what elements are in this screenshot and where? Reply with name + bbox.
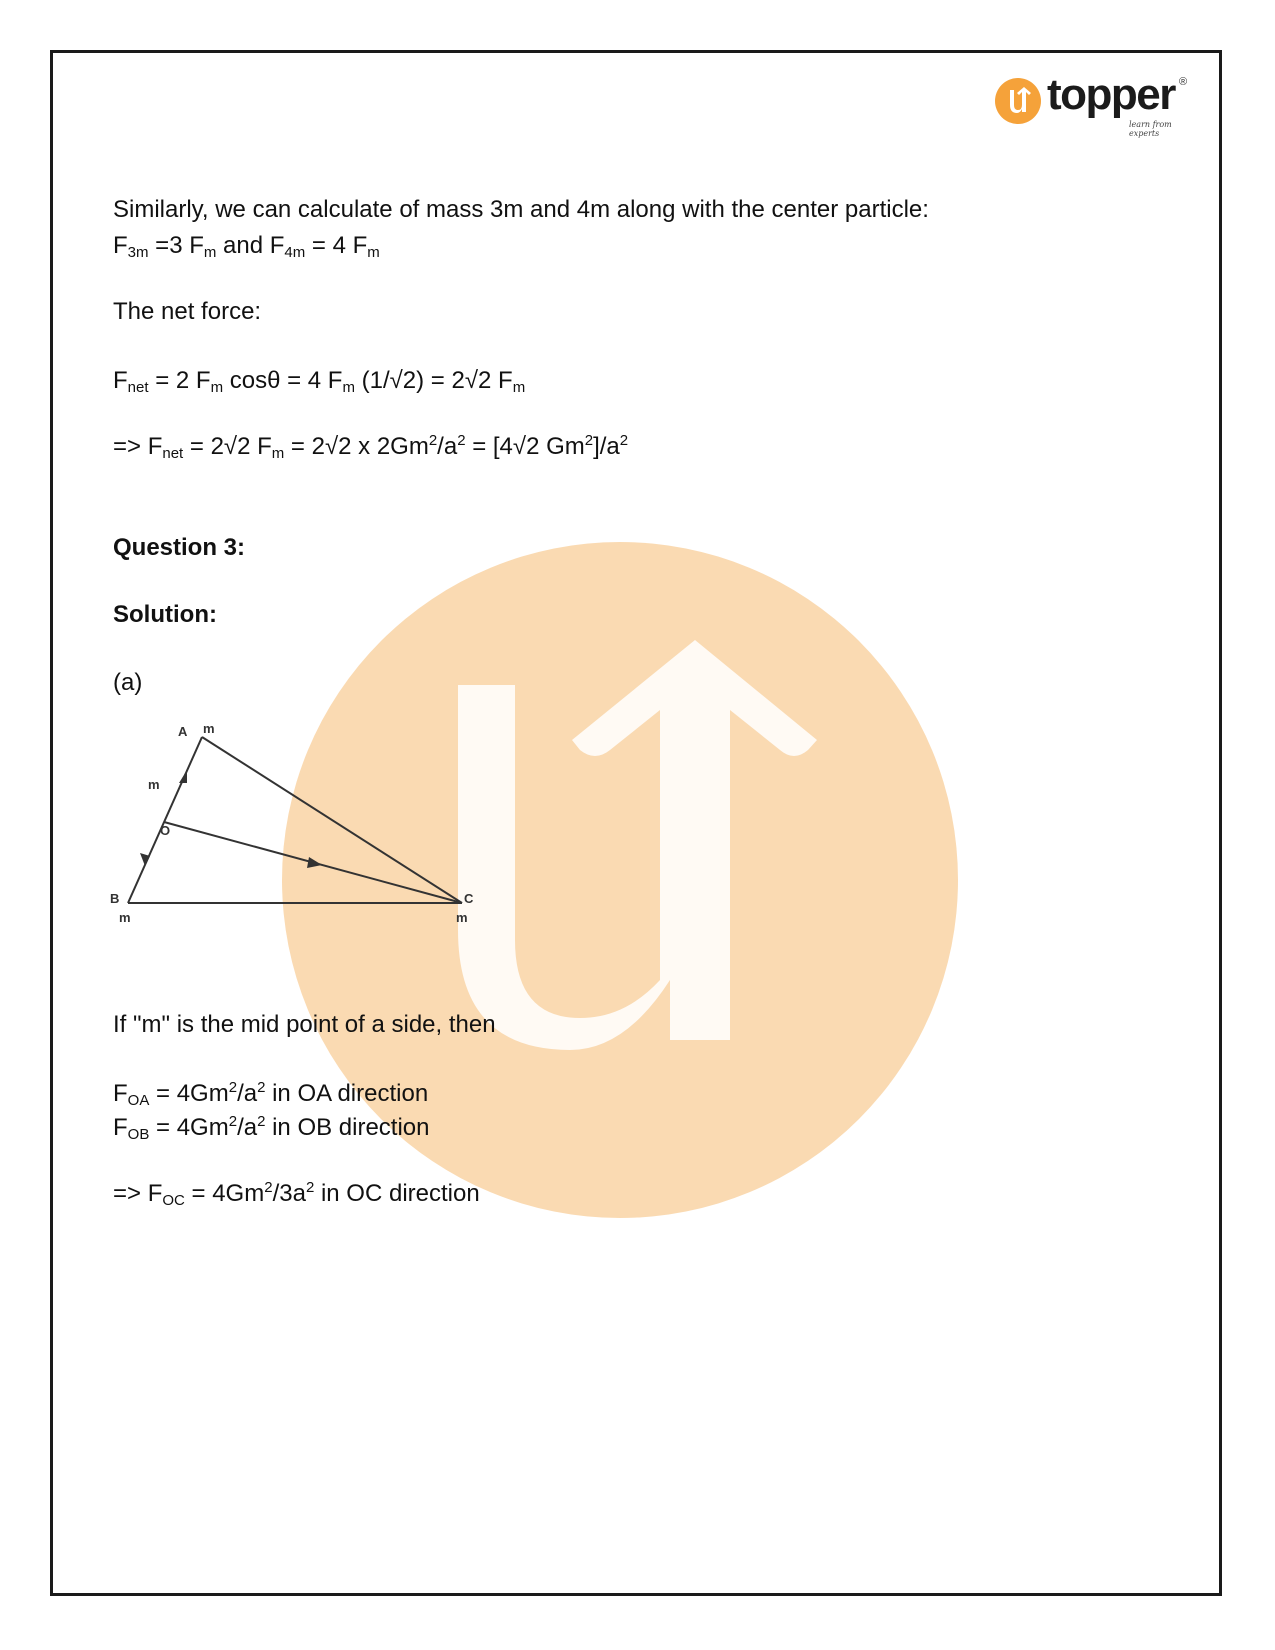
- arrow-oc-icon: [307, 857, 322, 868]
- fnet-symbol: F: [113, 367, 128, 394]
- utopper-logo: [995, 70, 1195, 138]
- f4m-value: = 4 F: [305, 232, 368, 259]
- foa-term-a: = 4Gm: [149, 1080, 229, 1107]
- fm-subscript: m: [367, 244, 380, 261]
- foa-term-b: /a: [237, 1080, 258, 1107]
- fob-term-b: /a: [237, 1114, 258, 1141]
- exponent: 2: [428, 432, 438, 449]
- net-subscript: net: [162, 445, 184, 462]
- fm-subscript: m: [203, 244, 217, 261]
- f3m-symbol: F: [113, 232, 128, 259]
- fnet2-term-e: ]/a: [593, 433, 620, 460]
- f4m-symbol: and F: [216, 232, 285, 259]
- label-a: A: [178, 725, 188, 739]
- fnet2-term-c: /a: [437, 433, 458, 460]
- label-m-c: m: [456, 910, 468, 925]
- exponent: 2: [584, 432, 594, 449]
- triangle-diagram: [110, 725, 490, 965]
- label-o: O: [160, 823, 171, 838]
- part-a-label: (a): [113, 669, 143, 696]
- exponent: 2: [228, 1079, 238, 1096]
- m-subscript: m: [512, 379, 526, 396]
- foc-symbol: => F: [113, 1180, 163, 1207]
- logo-tagline: learn from experts: [1129, 120, 1172, 138]
- foa-direction: in OA direction: [265, 1080, 429, 1107]
- fnet2-symbol: => F: [113, 433, 163, 460]
- logo-mark-icon: [995, 78, 1041, 124]
- label-c: C: [464, 891, 474, 906]
- question-heading: Question 3:: [113, 534, 246, 561]
- net-subscript: net: [127, 379, 149, 396]
- foc-direction: in OC direction: [314, 1180, 480, 1207]
- oc-subscript: OC: [162, 1192, 185, 1209]
- fnet-result-equation: [113, 433, 628, 461]
- fnet-term-b: cosθ = 4 F: [223, 367, 343, 394]
- exponent: 2: [257, 1113, 266, 1130]
- logo-name: topper: [1047, 70, 1175, 119]
- fob-direction: in OB direction: [265, 1114, 430, 1141]
- exponent: 2: [457, 432, 466, 449]
- fnet-term-a: = 2 F: [148, 367, 211, 394]
- oa-subscript: OA: [127, 1092, 150, 1109]
- arrow-oa-icon: [179, 770, 187, 783]
- net-force-label: The net force:: [113, 298, 262, 325]
- label-m-b: m: [119, 910, 131, 925]
- label-b: B: [110, 891, 120, 906]
- midpoint-text: If "m" is the mid point of a side, then: [113, 1011, 496, 1038]
- exponent: 2: [264, 1179, 273, 1196]
- foc-term-a: = 4Gm: [184, 1180, 265, 1207]
- fob-equation: [113, 1114, 430, 1142]
- f4m-subscript: 4m: [284, 244, 306, 261]
- m-subscript: m: [342, 379, 355, 396]
- side-ab: [128, 737, 202, 903]
- f3m-f4m-line: [113, 232, 380, 260]
- fnet2-term-b: = 2√2 x 2Gm: [284, 433, 429, 460]
- registered-mark: ®: [1179, 76, 1188, 88]
- f3m-value: =3 F: [148, 232, 204, 259]
- fnet-term-c: (1/√2) = 2√2 F: [354, 367, 513, 394]
- m-subscript: m: [210, 379, 224, 396]
- label-m-a: m: [203, 725, 215, 736]
- ob-subscript: OB: [127, 1126, 150, 1143]
- f3m-subscript: 3m: [127, 244, 149, 261]
- intro-text: Similarly, we can calculate of mass 3m and 4m along with the center particle:: [113, 196, 929, 223]
- intro-line: [113, 196, 929, 224]
- exponent: 2: [257, 1079, 266, 1096]
- fnet-equation: [113, 367, 525, 395]
- foc-equation: [113, 1180, 480, 1208]
- fob-symbol: F: [113, 1114, 128, 1141]
- foc-term-b: /3a: [272, 1180, 306, 1207]
- side-ac: [202, 737, 462, 903]
- fob-term-a: = 4Gm: [149, 1114, 229, 1141]
- foa-symbol: F: [113, 1080, 128, 1107]
- foa-equation: [113, 1080, 428, 1108]
- exponent: 2: [305, 1179, 315, 1196]
- exponent: 2: [619, 432, 629, 449]
- fnet2-term-a: = 2√2 F: [183, 433, 272, 460]
- label-m-oa: m: [148, 777, 160, 792]
- solution-heading: Solution:: [113, 601, 217, 628]
- m-subscript: m: [271, 445, 285, 462]
- fnet2-term-d: = [4√2 Gm: [465, 433, 585, 460]
- exponent: 2: [228, 1113, 238, 1130]
